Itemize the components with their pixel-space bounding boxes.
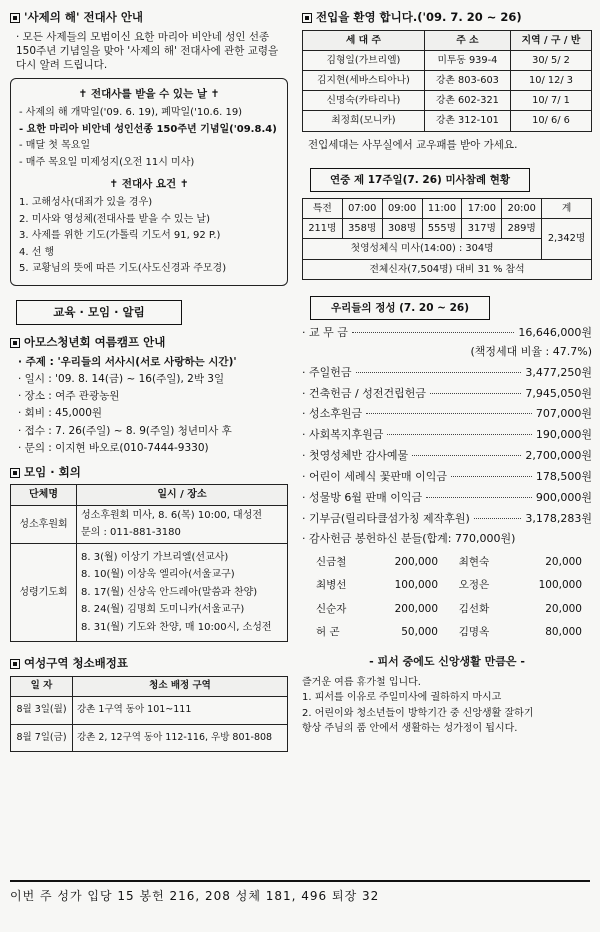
- indulgence-days-heading: ✝ 전대사를 받을 수 있는 날 ✝: [78, 88, 220, 101]
- donor-amount: 20,000: [545, 602, 582, 615]
- education-section-label: 교육 · 모임 · 알림: [16, 300, 182, 326]
- left-column: [10, 10, 288, 752]
- offerings-title: 우리들의 정성 (7. 20 ~ 26): [310, 296, 490, 320]
- table-header: 일시 / 장소: [77, 485, 288, 506]
- donor-name: 최병선: [316, 579, 347, 592]
- donor-name: 김명옥: [458, 625, 490, 638]
- mass-time-header: 20:00: [502, 198, 542, 218]
- district: 10/ 12/ 3: [511, 70, 592, 90]
- indulgence-day-item: - 매달 첫 목요일: [19, 140, 91, 152]
- attendance-count: 308명: [382, 219, 422, 239]
- cleaning-area: 강촌 2, 12구역 동아 112-116, 우방 801-808: [73, 724, 288, 752]
- mass-time-header: 09:00: [382, 198, 422, 218]
- camp-item: · 회비 : 45,000원: [18, 407, 103, 420]
- newcomers-title: 전입을 환영 합니다.('09. 7. 20 ~ 26): [302, 10, 592, 26]
- table-header: 청소 배정 구역: [73, 676, 288, 696]
- table-header: 주 소: [424, 30, 510, 50]
- offering-row: · 어린이 세례식 꽃판매 이익금 178,500원: [302, 469, 592, 483]
- group-name: 성소후원회: [11, 505, 77, 543]
- meeting-line: 문의 : 011-881-3180: [81, 527, 181, 539]
- mass-time-header: 17:00: [462, 198, 502, 218]
- address: 미투동 939-4: [424, 50, 510, 70]
- meeting-line: 8. 17(월) 신상옥 안드레아(말씀과 찬양): [81, 586, 258, 598]
- table-row: [303, 111, 592, 131]
- meeting-title: 모임 · 회의: [10, 465, 288, 481]
- indulgence-day-item: - 매주 목요일 미제성지(오전 11시 미사): [19, 156, 195, 168]
- donor-name: 신순자: [316, 602, 347, 615]
- donor-amount: 100,000: [538, 579, 582, 592]
- table-header: 세 대 주: [303, 30, 425, 50]
- attendance-table: [302, 198, 592, 280]
- offering-row: · 감사헌금 봉헌하신 분들(합계: 770,000원): [302, 532, 516, 546]
- cleaning-date: 8월 7일(금): [11, 724, 73, 752]
- square-bullet-icon: [10, 468, 20, 478]
- group-name: 성령기도회: [11, 543, 77, 642]
- donor-amount: 200,000: [394, 556, 438, 569]
- donor-amount: 200,000: [394, 602, 438, 615]
- vacation-title: - 피서 중에도 신앙생활 만큼은 -: [369, 654, 525, 668]
- address: 강촌 602-321: [424, 91, 510, 111]
- square-bullet-icon: [10, 13, 20, 23]
- table-row: [303, 70, 592, 90]
- donor-grid: [316, 555, 592, 639]
- right-column: [302, 10, 592, 738]
- meeting-table: [10, 484, 288, 642]
- cleaning-area: 강촌 1구역 동아 101~111: [73, 696, 288, 724]
- mass-time-header: 특전: [303, 198, 343, 218]
- vacation-line: 즐거운 여름 휴가철 입니다.: [302, 676, 421, 688]
- attendance-count: 358명: [342, 219, 382, 239]
- donor-amount: 100,000: [394, 579, 438, 592]
- donor-name: 최현숙: [458, 556, 490, 569]
- camp-item: · 장소 : 여주 관광농원: [18, 390, 120, 403]
- camp-item: · 일시 : '09. 8. 14(금) ~ 16(주일), 2박 3일: [18, 373, 225, 386]
- table-header: 일 자: [11, 676, 73, 696]
- cleaning-table: [10, 676, 288, 752]
- householder: 최정희(모니카): [303, 111, 425, 131]
- indulgence-requirements-heading: ✝ 전대사 요건 ✝: [109, 178, 189, 191]
- offering-row: · 첫영성체반 감사예물 2,700,000원: [302, 449, 592, 463]
- meeting-line: 8. 31(월) 기도와 찬양, 매 10:00시, 소성전: [81, 621, 272, 633]
- householder: 신명숙(카타리나): [303, 91, 425, 111]
- district: 30/ 5/ 2: [511, 50, 592, 70]
- address: 강촌 803-603: [424, 70, 510, 90]
- square-bullet-icon: [10, 659, 20, 669]
- table-header: 단체명: [11, 485, 77, 506]
- meeting-line: 성소후원회 미사, 8. 6(목) 10:00, 대성전: [81, 509, 263, 521]
- priest-year-title: '사제의 해' 전대사 안내: [10, 10, 288, 26]
- attendance-title: 연중 제 17주일(7. 26) 미사참례 현황: [310, 168, 530, 192]
- camp-item: · 주제 : '우리들의 서사시(서로 사랑하는 시간)': [18, 355, 237, 368]
- offering-row: · 건축헌금 / 성전건립헌금 7,945,050원: [302, 386, 592, 400]
- cleaning-date: 8월 3일(월): [11, 696, 73, 724]
- mass-time-header: 07:00: [342, 198, 382, 218]
- camp-item: · 접수 : 7. 26(주일) ~ 8. 9(주일) 청년미사 후: [18, 424, 232, 437]
- attendance-count: 289명: [502, 219, 542, 239]
- cleaning-title: 여성구역 청소배정표: [10, 656, 288, 672]
- requirement-item: 1. 고해성사(대죄가 있을 경우): [19, 197, 153, 209]
- indulgence-day-item: - 사제의 해 개막일('09. 6. 19), 폐막일('10.6. 19): [19, 107, 243, 119]
- camp-title: 아모스청년회 여름캠프 안내: [10, 335, 288, 351]
- attendance-count: 211명: [303, 219, 343, 239]
- mass-time-header: 11:00: [422, 198, 462, 218]
- table-row: [11, 696, 288, 724]
- donor-name: 김선화: [458, 602, 490, 615]
- hymn-footer: 이번 주 성가 입당 15 봉헌 216, 208 성체 181, 496 퇴장 32: [10, 880, 590, 904]
- attendance-ratio: 전체신자(7,504명) 대비 31 % 참석: [303, 259, 592, 279]
- vacation-notice: [302, 655, 592, 736]
- attendance-total: 2,342명: [542, 219, 592, 259]
- district: 10/ 6/ 6: [511, 111, 592, 131]
- meeting-line: 8. 24(월) 김명희 도미니카(서울교구): [81, 604, 245, 616]
- offering-row: · 성소후원금 707,000원: [302, 407, 592, 421]
- table-row: [11, 724, 288, 752]
- offering-row: · 사회복지후원금 190,000원: [302, 428, 592, 442]
- indulgence-days-box: [10, 78, 288, 286]
- indulgence-day-item: - 요한 마리아 비안네 성인선종 150주년 기념일('09.8.4): [19, 123, 277, 135]
- camp-item: · 문의 : 이지현 바오로(010-7444-9330): [18, 441, 209, 454]
- square-bullet-icon: [302, 13, 312, 23]
- donor-name: 신금철: [316, 556, 347, 569]
- offering-row: · 성물방 6월 판매 이익금 900,000원: [302, 490, 592, 504]
- requirement-item: 3. 사제를 위한 기도(가톨릭 기도서 91, 92 P.): [19, 230, 221, 242]
- offering-row: · 기부금(릴리타클섬가칭 제작후원) 3,178,283원: [302, 511, 592, 525]
- offering-row: · 주일헌금 3,477,250원: [302, 365, 592, 379]
- meeting-line: 8. 3(월) 이상기 가브리엘(선교사): [81, 551, 229, 563]
- attendance-count: 555명: [422, 219, 462, 239]
- vacation-line: 2. 어린이와 청소년들이 방학기간 중 신앙생활 잘하기: [302, 707, 534, 719]
- requirement-item: 5. 교황님의 뜻에 따른 기도(사도신경과 주모경): [19, 263, 227, 275]
- priest-year-intro: · 모든 사제들의 모범이신 요한 마리아 비안네 성인 선종 150주년 기념일을 맞아 '사제의 해' 전대사에 관한 교령을 다시 알려 드립니다.: [16, 30, 279, 71]
- table-row: [11, 543, 288, 642]
- square-bullet-icon: [10, 338, 20, 348]
- table-row: [11, 505, 288, 543]
- table-header: 지역 / 구 / 반: [511, 30, 592, 50]
- table-row: [303, 50, 592, 70]
- vacation-line: 항상 주님의 품 안에서 생활하는 성가정이 됩시다.: [302, 723, 518, 735]
- mass-time-header: 계: [542, 198, 592, 218]
- meeting-line: 8. 10(월) 이상욱 엘리아(서울교구): [81, 569, 235, 581]
- householder: 김형일(가브리엘): [303, 50, 425, 70]
- attendance-count: 317명: [462, 219, 502, 239]
- householder: 김지현(세바스티아나): [303, 70, 425, 90]
- camp-details: [10, 355, 288, 455]
- address: 강촌 312-101: [424, 111, 510, 131]
- donor-name: 허 곤: [316, 625, 340, 638]
- donor-name: 오정은: [458, 579, 490, 592]
- requirement-item: 2. 미사와 영성체(전대사를 받을 수 있는 날): [19, 213, 210, 225]
- offerings-list: [302, 326, 592, 547]
- district: 10/ 7/ 1: [511, 91, 592, 111]
- newcomers-table: [302, 30, 592, 132]
- donor-amount: 20,000: [545, 556, 582, 569]
- requirement-item: 4. 선 행: [19, 246, 55, 258]
- offering-row: (책정세대 비율 : 47.7%): [470, 344, 592, 358]
- offering-row: · 교 무 금 16,646,000원: [302, 326, 592, 339]
- table-row: [303, 91, 592, 111]
- newcomers-note: 전입세대는 사무실에서 교우패를 받아 가세요.: [308, 138, 518, 151]
- vacation-line: 1. 피서를 이유로 주일미사에 궐하하지 마시고: [302, 692, 502, 704]
- donor-amount: 80,000: [545, 625, 582, 638]
- donor-amount: 50,000: [401, 625, 438, 638]
- first-communion-count: 첫영성체식 미사(14:00) : 304명: [303, 239, 542, 259]
